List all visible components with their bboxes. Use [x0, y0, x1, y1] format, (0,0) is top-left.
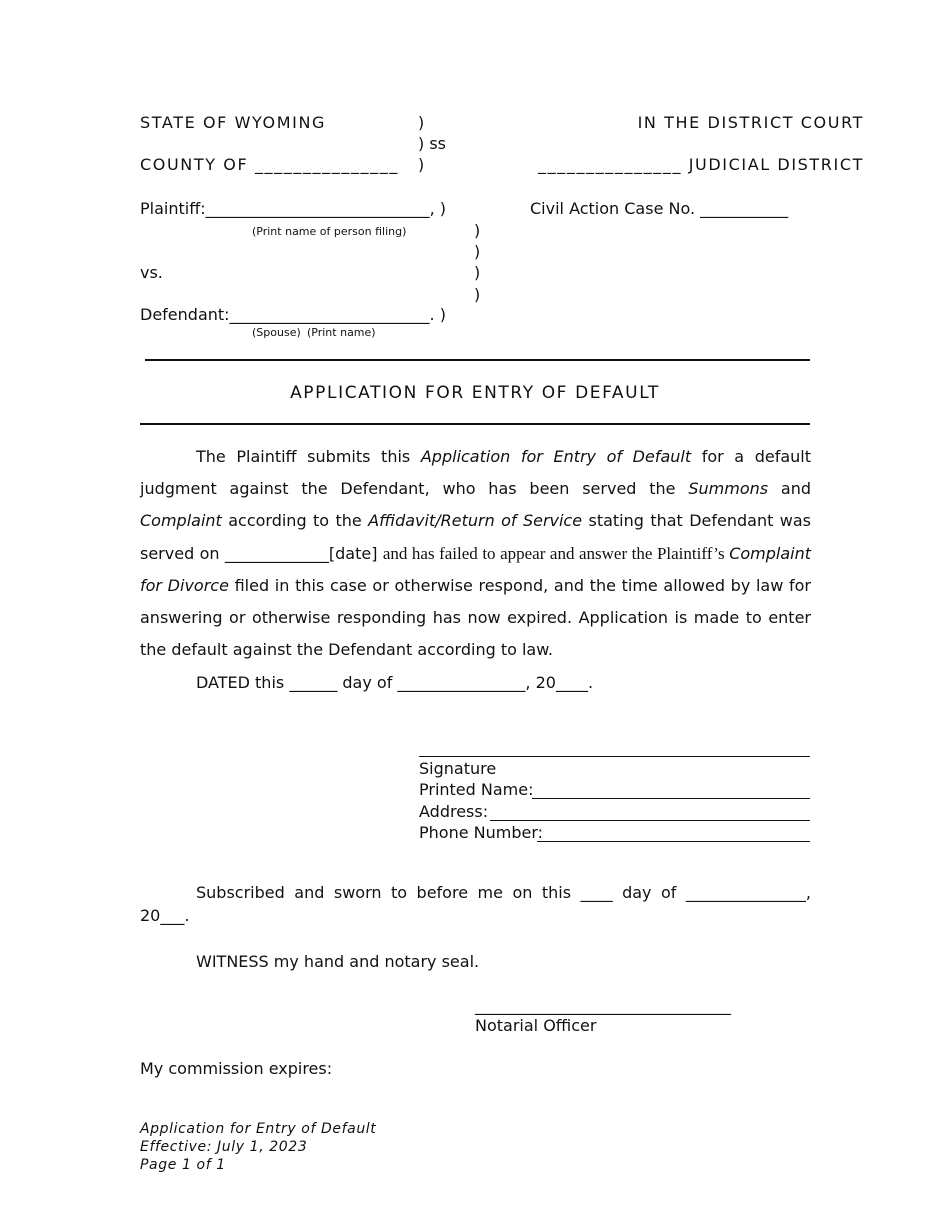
county-field[interactable]: COUNTY OF _______________: [140, 155, 399, 174]
footer-effective-date: Effective: July 1, 2023: [140, 1139, 308, 1155]
caption-paren: ): [418, 113, 425, 132]
signature-label: Signature: [419, 759, 497, 778]
printed-name-label: Printed Name:: [419, 780, 534, 799]
sworn-statement[interactable]: Subscribed and sworn to before me on this ____ day of _______________, 20___.: [140, 883, 811, 925]
title-bottom-rule: [140, 423, 810, 425]
address-label: Address:: [419, 802, 489, 821]
state-label: STATE OF WYOMING: [140, 113, 327, 132]
footer-page-number: Page 1 of 1: [140, 1157, 226, 1173]
plaintiff-field[interactable]: Plaintiff:____________________________, ): [140, 199, 447, 218]
address-line[interactable]: [490, 820, 810, 821]
application-paragraph: The Plaintiff submits this Application for Entry of Default for a default judgment against the Defendant, who has been served the Summons and Complaint according to the Affidavit/Return of Service stating that Defendant was served on _____________[date] and has failed to appear and answer the Plaintiff’s Complaint for Divorce filed in this case or otherwise respond, and the time allowed by law for answering or otherwise responding has now expired. Application is made to enter the default against the Defendant according to law.: [140, 447, 812, 660]
commission-expires-label: My commission expires:: [140, 1059, 333, 1078]
case-number-field[interactable]: Civil Action Case No. ___________: [530, 199, 789, 218]
caption-paren: ): [474, 263, 481, 282]
dated-line[interactable]: DATED this ______ day of ________________, 20____.: [196, 673, 594, 692]
caption-paren: ): [474, 242, 481, 261]
caption-paren: ): [474, 285, 481, 304]
document-title: APPLICATION FOR ENTRY OF DEFAULT: [290, 383, 660, 403]
court-label: IN THE DISTRICT COURT: [637, 113, 864, 132]
plaintiff-hint: (Print name of person filing): [252, 225, 407, 238]
footer-form-title: Application for Entry of Default: [140, 1121, 377, 1137]
notarial-officer-line[interactable]: ________________________________: [475, 996, 731, 1015]
witness-statement: WITNESS my hand and notary seal.: [196, 952, 480, 971]
judicial-district-field[interactable]: _______________ JUDICIAL DISTRICT: [538, 155, 864, 174]
title-top-rule: [145, 359, 810, 361]
caption-paren: ): [418, 155, 425, 174]
caption-paren-ss: ) ss: [418, 134, 446, 153]
caption-paren: ): [474, 221, 481, 240]
phone-number-label: Phone Number:: [419, 823, 544, 842]
defendant-hint-name: (Print name): [307, 326, 376, 339]
printed-name-line[interactable]: [532, 798, 810, 799]
phone-number-line[interactable]: [537, 841, 810, 842]
notarial-officer-label: Notarial Officer: [475, 1016, 597, 1035]
defendant-hint-spouse: (Spouse): [252, 326, 301, 339]
versus-label: vs.: [140, 263, 163, 282]
signature-line[interactable]: [419, 756, 810, 757]
defendant-field[interactable]: Defendant:_________________________. ): [140, 305, 446, 324]
served-date-field[interactable]: _____________[date]: [219, 543, 383, 563]
